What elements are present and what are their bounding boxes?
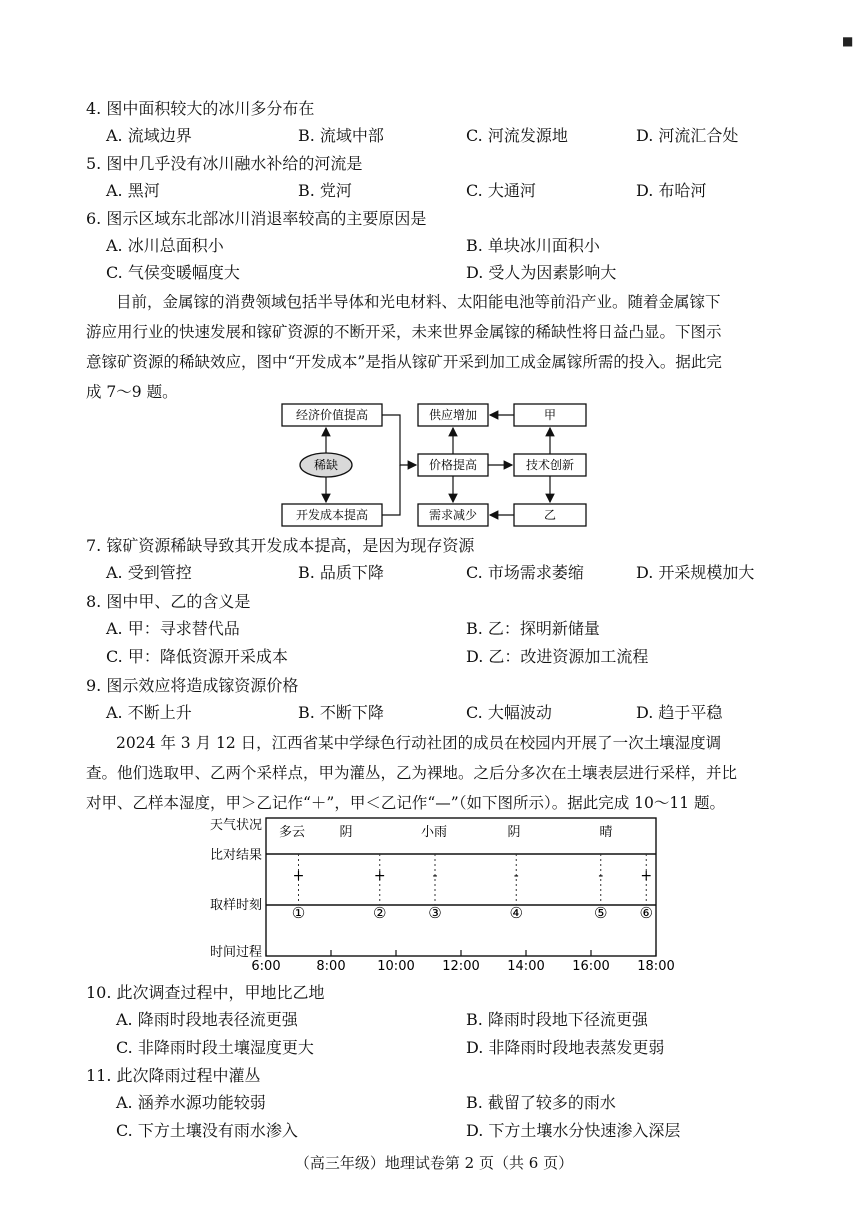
passage-gallium-line-3: 意镓矿资源的稀缺效应，图中“开发成本”是指从镓矿开采到加工成金属镓所需的投入。据此完 [86,353,722,371]
question-4-option-a: A. 流域边界 [106,126,192,145]
arrow-cost-to-price [382,465,400,515]
node-tech-label: 技术创新 [525,458,575,472]
sample-marker-3: ③ [428,904,442,922]
passage-gallium-line-1: 目前，金属镓的消费领域包括半导体和光电材料、太阳能电池等前沿产业。随着金属镓下 [116,293,721,311]
question-6-option-d: D. 受人为因素影响大 [466,263,617,282]
question-7-option-a: A. 受到管控 [106,563,192,582]
passage-soil-line-1: 2024 年 3 月 12 日，江西省某中学绿色行动社团的成员在校园内开展了一次土壤湿度调 [116,734,722,752]
question-8-stem: 8. 图中甲、乙的含义是 [86,592,251,611]
question-11-option-b: B. 截留了较多的雨水 [466,1093,616,1112]
question-4-option-d: D. 河流汇合处 [636,126,739,145]
question-9-option-b: B. 不断下降 [298,703,384,722]
time-tick-label-2: 10:00 [377,959,415,974]
question-6-option-c: C. 气侯变暖幅度大 [106,263,240,282]
question-8-option-d: D. 乙：改进资源加工流程 [466,647,649,666]
time-tick-label-6: 18:00 [637,959,675,974]
passage-soil-moisture [86,728,776,818]
weather-label-4: 阴 [507,825,521,840]
question-9-option-d: D. 趋于平稳 [636,703,723,722]
time-tick-label-0: 6:00 [251,959,281,974]
sample-marker-2: ② [373,904,387,922]
row-label-sample: 取样时刻 [209,898,262,913]
result-mark-6: + [640,868,653,884]
timeline-frame [266,818,656,956]
question-4-option-c: C. 河流发源地 [466,126,568,145]
node-scarce-label: 稀缺 [313,458,339,472]
question-5-option-a: A. 黑河 [106,181,160,200]
row-label-time: 时间过程 [209,945,262,960]
scarcity-effect-diagram [270,398,600,530]
question-7-option-d: D. 开采规模加大 [636,563,755,582]
question-10-stem: 10. 此次调查过程中，甲地比乙地 [86,983,325,1002]
sample-marker-5: ⑤ [594,904,608,922]
question-7-stem: 7. 镓矿资源稀缺导致其开发成本提高，是因为现存资源 [86,536,475,555]
question-5-option-d: D. 布哈河 [636,181,707,200]
question-7-option-c: C. 市场需求萎缩 [466,563,584,582]
question-6-option-b: B. 单块冰川面积小 [466,236,600,255]
weather-label-2: 阴 [339,825,353,840]
passage-gallium-line-4: 成 7～9 题。 [86,383,178,401]
sample-marker-1: ① [291,904,306,922]
question-11-option-d: D. 下方土壤水分快速渗入深层 [466,1121,681,1140]
question-5-option-b: B. 党河 [298,181,352,200]
passage-soil-line-2: 查。他们选取甲、乙两个采样点，甲为灌丛，乙为裸地。之后分多次在土壤表层进行采样，并比 [86,764,738,782]
weather-label-1: 多云 [278,825,306,840]
question-11-stem: 11. 此次降雨过程中灌丛 [86,1066,261,1085]
result-mark-2: + [373,868,386,884]
question-6-option-a: A. 冰川总面积小 [106,236,224,255]
question-11-option-a: A. 涵养水源功能较弱 [116,1093,266,1112]
node-econ-label: 经济价值提高 [295,408,369,422]
node-jia-label: 甲 [543,408,557,422]
question-5-stem: 5. 图中几乎没有冰川融水补给的河流是 [86,154,363,173]
result-mark-4: - [513,868,519,884]
question-8-option-c: C. 甲：降低资源开采成本 [106,647,288,666]
question-8-option-b: B. 乙：探明新储量 [466,619,600,638]
weather-label-3: 小雨 [420,825,448,840]
node-yi-label: 乙 [543,508,557,522]
question-10-option-b: B. 降雨时段地下径流更强 [466,1010,648,1029]
question-10-option-c: C. 非降雨时段土壤湿度更大 [116,1038,314,1057]
time-tick-label-4: 14:00 [507,959,545,974]
question-5-option-c: C. 大通河 [466,181,536,200]
arrow-econ-to-price [382,415,416,465]
node-price-label: 价格提高 [428,458,478,472]
node-demand-label: 需求减少 [428,508,478,522]
question-9-option-c: C. 大幅波动 [466,703,552,722]
question-7-option-b: B. 品质下降 [298,563,384,582]
node-cost-label: 开发成本提高 [295,508,369,522]
question-4-stem: 4. 图中面积较大的冰川多分布在 [86,99,315,118]
question-10-option-a: A. 降雨时段地表径流更强 [116,1010,298,1029]
question-9-stem: 9. 图示效应将造成镓资源价格 [86,676,299,695]
row-label-weather: 天气状况 [209,818,262,833]
question-4-option-b: B. 流域中部 [298,126,384,145]
time-tick-label-1: 8:00 [316,959,346,974]
row-label-result: 比对结果 [209,848,262,863]
corner-mark: ■ [842,34,854,48]
time-tick-label-3: 12:00 [442,959,480,974]
time-tick-label-5: 16:00 [572,959,610,974]
sampling-timeline-chart [196,812,696,976]
result-mark-1: + [292,868,305,884]
result-mark-3: - [432,868,438,884]
question-10-option-d: D. 非降雨时段地表蒸发更弱 [466,1038,665,1057]
result-mark-5: - [598,868,604,884]
node-supply-label: 供应增加 [428,408,478,422]
page-footer: （高三年级）地理试卷第 2 页（共 6 页） [294,1154,574,1172]
passage-gallium [86,287,776,407]
passage-gallium-line-2: 游应用行业的快速发展和镓矿资源的不断开采，未来世界金属镓的稀缺性将日益凸显。下图示 [86,323,722,341]
sample-marker-6: ⑥ [639,904,653,922]
sample-marker-4: ④ [509,904,523,922]
question-6-stem: 6. 图示区域东北部冰川消退率较高的主要原因是 [86,209,427,228]
question-8-option-a: A. 甲：寻求替代品 [106,619,240,638]
question-9-option-a: A. 不断上升 [106,703,192,722]
passage-soil-line-3: 对甲、乙样本湿度，甲＞乙记作“＋”，甲＜乙记作“—”（如下图所示）。据此完成 10～11 题。 [86,794,725,812]
question-11-option-c: C. 下方土壤没有雨水渗入 [116,1121,298,1140]
weather-label-5: 晴 [599,825,613,840]
